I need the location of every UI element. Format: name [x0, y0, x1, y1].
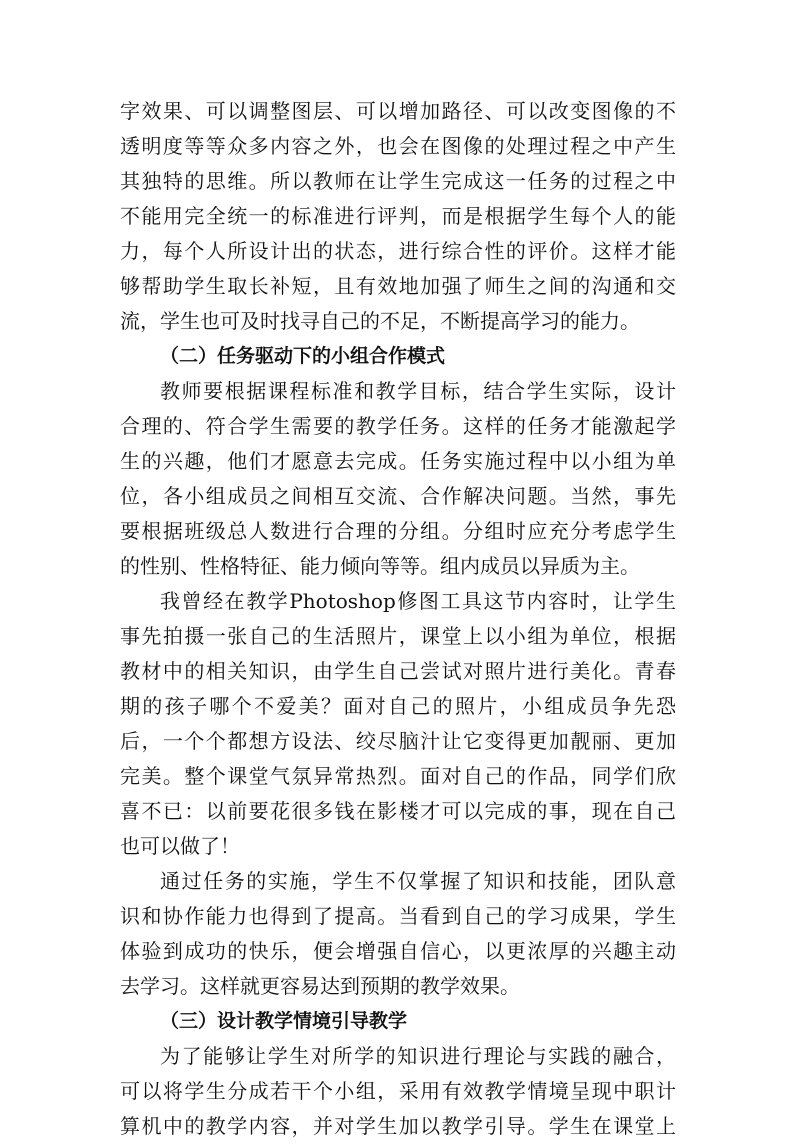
paragraph-line: 流，学生也可及时找寻自己的不足，不断提高学习的能力。: [120, 309, 640, 333]
paragraph-line: 教材中的相关知识，由学生自己尝试对照片进行美化。青春: [120, 659, 676, 683]
intro-paragraph: [120, 94, 676, 339]
paragraph-line: 算机中的教学内容，并对学生加以教学引导。学生在课堂上: [120, 1114, 676, 1138]
paragraph-line: 去学习。这样就更容易达到预期的教学效果。: [120, 974, 520, 998]
document-body: [120, 94, 676, 1144]
paragraph-line: 生的兴趣，他们才愿意去完成。任务实施过程中以小组为单: [120, 449, 676, 473]
paragraph-line: 位，各小组成员之间相互交流、合作解决问题。当然，事先: [120, 484, 676, 508]
paragraph-line: 完美。整个课堂气氛异常热烈。面对自己的作品，同学们欣: [120, 764, 676, 788]
paragraph-line: 也可以做了！: [120, 834, 240, 858]
paragraph-line: 为了能够让学生对所学的知识进行理论与实践的融合，: [160, 1044, 676, 1068]
paragraph-line: 可以将学生分成若干个小组，采用有效教学情境呈现中职计: [120, 1079, 676, 1103]
paragraph-line: 要根据班级总人数进行合理的分组。分组时应充分考虑学生: [120, 519, 676, 543]
paragraph-line: 后，一个个都想方设法、绞尽脑汁让它变得更加靓丽、更加: [120, 729, 676, 753]
paragraph-line: 透明度等等众多内容之外，也会在图像的处理过程之中产生: [120, 134, 676, 158]
paragraph-line: 的性别、性格特征、能力倾向等等。组内成员以异质为主。: [120, 554, 640, 578]
paragraph-line: 不能用完全统一的标准进行评判，而是根据学生每个人的能: [120, 204, 676, 228]
paragraph-line: 字效果、可以调整图层、可以增加路径、可以改变图像的不: [120, 99, 676, 123]
section-two-paragraph-3: [120, 864, 676, 1004]
paragraph-line: 体验到成功的快乐，便会增强自信心，以更浓厚的兴趣主动: [120, 939, 676, 963]
paragraph-line: 通过任务的实施，学生不仅掌握了知识和技能，团队意: [160, 869, 676, 893]
section-three-paragraph-1: [120, 1039, 676, 1144]
paragraph-line: 合理的、符合学生需要的教学任务。这样的任务才能激起学: [120, 414, 676, 438]
section-two-paragraph-1: [120, 374, 676, 584]
paragraph-line: 喜不已：以前要花很多钱在影楼才可以完成的事，现在自己: [120, 799, 676, 823]
section-two-paragraph-2: [120, 584, 676, 864]
paragraph-line: 我曾经在教学Photoshop修图工具这节内容时，让学生: [160, 589, 676, 613]
paragraph-line: 识和协作能力也得到了提高。当看到自己的学习成果，学生: [120, 904, 676, 928]
section-two-heading: （二）任务驱动下的小组合作模式: [160, 345, 446, 367]
section-three-heading: （三）设计教学情境引导教学: [160, 1010, 408, 1032]
paragraph-line: 其独特的思维。所以教师在让学生完成这一任务的过程之中: [120, 169, 676, 193]
paragraph-line: 够帮助学生取长补短，且有效地加强了师生之间的沟通和交: [120, 274, 676, 298]
paragraph-line: 期的孩子哪个不爱美？面对自己的照片，小组成员争先恐: [120, 694, 676, 718]
paragraph-line: 事先拍摄一张自己的生活照片，课堂上以小组为单位，根据: [120, 624, 676, 648]
paragraph-line: 教师要根据课程标准和教学目标，结合学生实际，设计: [160, 379, 676, 403]
paragraph-line: 力，每个人所设计出的状态，进行综合性的评价。这样才能: [120, 239, 676, 263]
